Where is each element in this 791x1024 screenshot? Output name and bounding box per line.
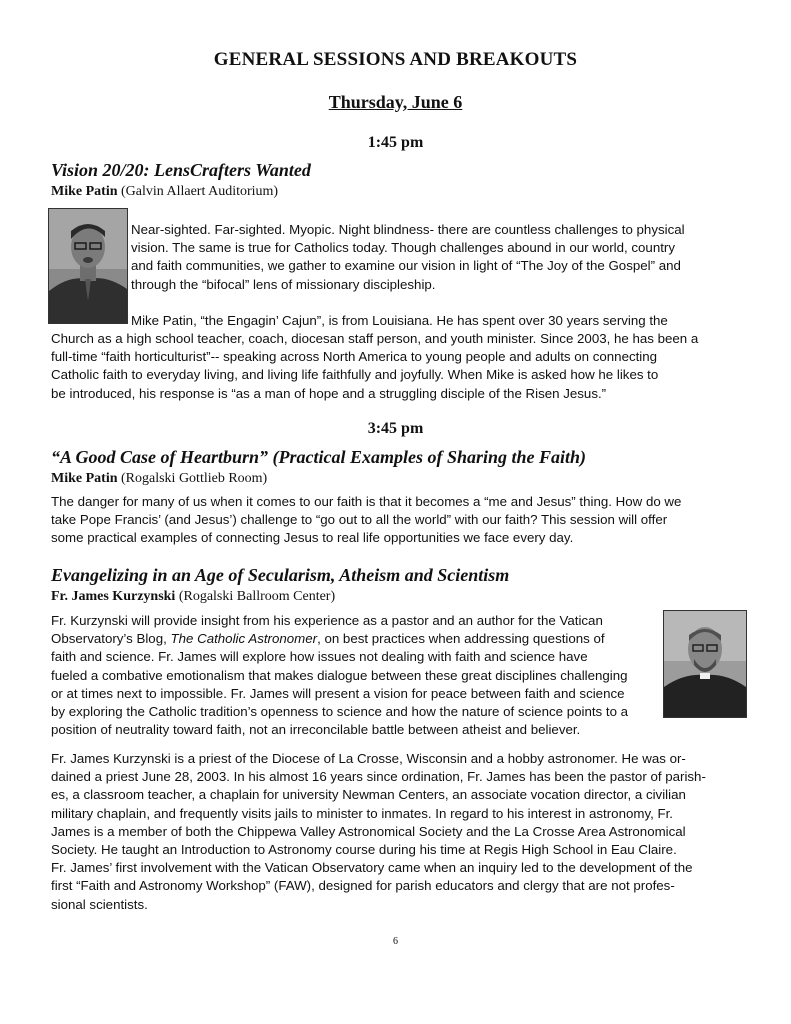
time-heading-2: 3:45 pm [367, 420, 424, 437]
session-1-description [131, 221, 685, 294]
text-line: vision. The same is true for Catholics today. Though challenges abound in our world, country [131, 240, 675, 256]
text-fragment: Observatory’s Blog, [51, 631, 171, 647]
text-line: by exploring the Catholic tradition’s openness to science and how the nature of science points to a [51, 704, 629, 720]
text-line: Fr. James Kurzynski is a priest of the Diocese of La Crosse, Wisconsin and a hobby astronomer. He was or- [51, 751, 686, 766]
portrait-image [664, 611, 746, 717]
text-fragment: , on best practices when addressing questions of [317, 631, 605, 647]
text-line: The danger for many of us when it comes to our faith is that it becomes a “me and Jesus” thing. How do we [51, 494, 682, 509]
text-line: James is a member of both the Chippewa Valley Astronomical Society and the La Crosse Area Astronomical [51, 823, 686, 839]
text-line: Fr. Kurzynski will provide insight from his experience as a pastor and an author for the Vatican [51, 613, 603, 628]
text-line: some practical examples of connecting Jesus to real life opportunities we face every day. [51, 530, 574, 546]
speaker-name: Fr. James Kurzynski [51, 589, 176, 604]
session-speaker-3 [51, 589, 335, 605]
page-number: 6 [393, 936, 398, 947]
text-line: Near-sighted. Far-sighted. Myopic. Night blindness- there are countless challenges to physical [131, 222, 685, 237]
speaker-room: (Rogalski Ballroom Center) [178, 589, 336, 604]
text-line: fueled a combative emotionalism that makes dialogue between these great disciplines challenging [51, 667, 628, 683]
page-title: GENERAL SESSIONS AND BREAKOUTS [213, 49, 578, 70]
portrait-image [49, 209, 127, 323]
text-line: full-time “faith horticulturist”-- speaking across North America to young people and adults on connecting [51, 349, 658, 365]
text-line: sional scientists. [51, 896, 148, 912]
text-line: be introduced, his response is “as a man of hope and a struggling disciple of the Risen Jesus.” [51, 385, 607, 401]
session-title-2: “A Good Case of Heartburn” (Practical Examples of Sharing the Faith) [51, 447, 587, 467]
session-date: Thursday, June 6 [328, 92, 463, 112]
text-line: first “Faith and Astronomy Workshop” (FAW), designed for parish educators and clergy that are not profes- [51, 878, 675, 894]
session-3-description [51, 612, 628, 739]
session-2-description [51, 493, 681, 548]
session-1-bio-first-line [131, 312, 668, 330]
text-line: faith and science. Fr. James will explore how issues not dealing with faith and science have [51, 649, 588, 665]
text-line: Catholic faith to everyday living, and living life faithfully and joyfully. When Mike is asked how he likes to [51, 367, 659, 383]
text-line: through the “bifocal” lens of missionary discipleship. [131, 276, 436, 292]
speaker-name: Mike Patin [51, 471, 118, 486]
session-speaker-1 [51, 184, 278, 200]
speaker-photo-mike-patin [48, 208, 128, 324]
session-speaker-2 [51, 471, 267, 487]
text-line: Society. He taught an Introduction to Astronomy course during his time at Regis High School in Eau Claire. [51, 842, 677, 858]
text-line: Church as a high school teacher, coach, diocesan staff person, and youth minister. Since 2003, he has been a [51, 331, 699, 346]
time-heading-1: 1:45 pm [367, 134, 424, 151]
text-line: or at times next to impossible. Fr. James will present a vision for peace between faith and science [51, 685, 625, 701]
blog-title: The Catholic Astronomer [170, 631, 318, 647]
session-title-1: Vision 20/20: LensCrafters Wanted [51, 160, 311, 180]
text-line: take Pope Francis’ (and Jesus’) challenge to “go out to all the world” with our faith? This session will offer [51, 512, 668, 528]
text-line: and faith communities, we gather to examine our vision in light of “The Joy of the Gospel” and [131, 258, 681, 274]
speaker-name: Mike Patin [51, 184, 118, 199]
text-line: position of neutrality toward faith, not an irreconcilable battle between atheist and believer. [51, 722, 581, 738]
text-line: military chaplain, and frequently visits jails to minister to inmates. In regard to his interest in astronomy, Fr. [51, 805, 674, 821]
speaker-room: (Rogalski Gottlieb Room) [121, 471, 268, 486]
text-line: dained a priest June 28, 2003. In his almost 16 years since ordination, Fr. James has been the pastor of parish- [51, 769, 706, 785]
session-1-bio [51, 330, 698, 403]
text-line: Mike Patin, “the Engagin’ Cajun”, is from Louisiana. He has spent over 30 years serving the [131, 313, 668, 328]
session-title-3: Evangelizing in an Age of Secularism, Atheism and Scientism [51, 565, 510, 585]
text-line [51, 630, 628, 648]
speaker-photo-fr-james-kurzynski [663, 610, 747, 718]
session-3-bio [51, 750, 706, 914]
text-line: es, a classroom teacher, a chaplain for university Newman Centers, an associate vocation director, a civilian [51, 787, 686, 803]
text-line: Fr. James’ first involvement with the Vatican Observatory came when an inquiry led to the development of the [51, 860, 693, 876]
speaker-room: (Galvin Allaert Auditorium) [121, 184, 279, 199]
